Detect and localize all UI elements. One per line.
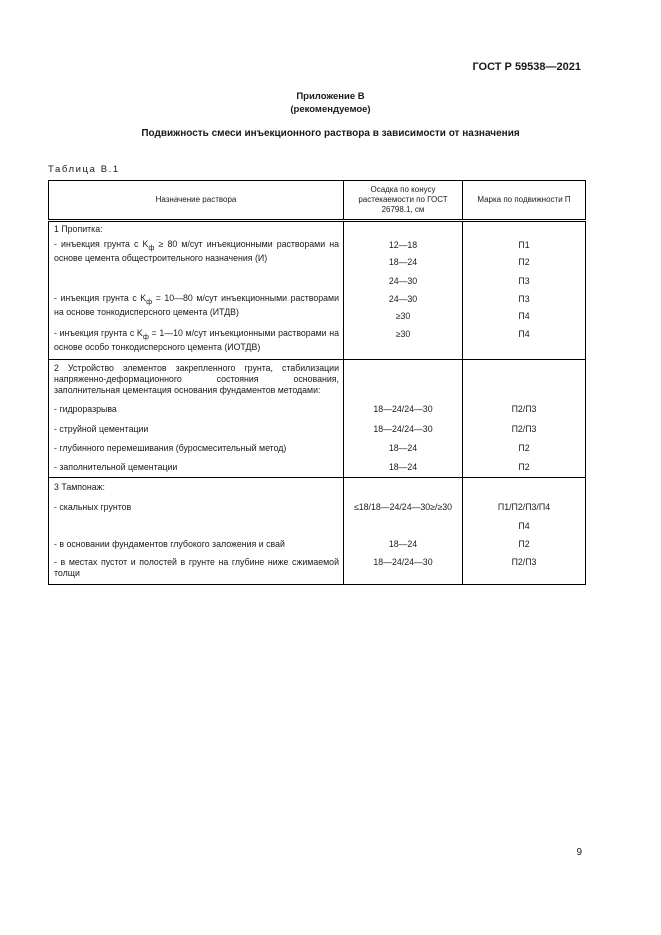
slump-value: ≤18/18—24/24—30≥/≥30 <box>344 497 463 536</box>
row-description: - глубинного перемешивания (буросмесительный метод) <box>49 440 344 459</box>
appendix-status: (рекомендуемое) <box>290 104 371 115</box>
grade-value: П4 <box>463 326 586 359</box>
slump-value: 18—24 <box>344 459 463 478</box>
grade-value: П2/П3 <box>463 554 586 585</box>
slump-value: 18—24 <box>344 440 463 459</box>
table-row <box>49 459 586 478</box>
table-label: Таблица В.1 <box>48 164 120 175</box>
section-title: 3 Тампонаж: <box>49 477 344 497</box>
grade-values: П1 П2 П3 <box>463 237 586 291</box>
row-description: - скальных грунтов <box>49 497 344 536</box>
slump-values: 24—30 ≥30 <box>344 291 463 326</box>
row-description: - в местах пустот и полостей в грунте на глубине ниже сжимаемой толщи <box>49 554 344 585</box>
slump-value: 18—24 <box>344 536 463 554</box>
table-row <box>49 421 586 440</box>
table-row <box>49 497 586 536</box>
table-row <box>49 477 586 497</box>
section-title: 2 Устройство элементов закрепленного грунта, стабилизации напряженно-деформационного состояния основания, заполнительная цементация основания фундаментов методами: <box>49 359 344 401</box>
table-row <box>49 237 586 291</box>
header-slump: Осадка по конусу растекаемости по ГОСТ 26798.1, см <box>344 181 463 221</box>
grade-value: П2 <box>463 536 586 554</box>
grade-value: П2/П3 <box>463 421 586 440</box>
standard-number: ГОСТ Р 59538—2021 <box>472 61 581 73</box>
grade-value: П2/П3 <box>463 401 586 421</box>
row-description: - струйной цементации <box>49 421 344 440</box>
slump-value: 18—24/24—30 <box>344 421 463 440</box>
document-title: Подвижность смеси инъекционного раствора в зависимости от назначения <box>141 128 520 139</box>
table-row <box>49 554 586 585</box>
mobility-table <box>48 180 586 585</box>
grade-values: П1/П2/П3/П4 П4 <box>463 497 586 536</box>
page-number: 9 <box>576 847 582 858</box>
table-row <box>49 401 586 421</box>
section-title: 1 Пропитка: <box>49 221 344 238</box>
slump-value: 18—24/24—30 <box>344 554 463 585</box>
row-description: - инъекция грунта с $K_ф \ge 80$ м/сут инъекционными растворами на основе цемента общестроительного назначения (И) <box>49 237 344 291</box>
table-row <box>49 440 586 459</box>
table-row <box>49 359 586 401</box>
appendix-title: Приложение В <box>296 91 365 102</box>
appendix-header <box>0 90 661 116</box>
grade-values: П3 П4 <box>463 291 586 326</box>
table-row <box>49 326 586 359</box>
header-purpose: Назначение раствора <box>49 181 344 221</box>
slump-value: ≥30 <box>344 326 463 359</box>
row-description: - заполнительной цементации <box>49 459 344 478</box>
table-row <box>49 221 586 238</box>
table-row <box>49 291 586 326</box>
grade-value: П2 <box>463 440 586 459</box>
table-header-row <box>49 181 586 221</box>
row-description: - в основании фундаментов глубокого заложения и свай <box>49 536 344 554</box>
grade-value: П2 <box>463 459 586 478</box>
table-row <box>49 536 586 554</box>
slump-value: 18—24/24—30 <box>344 401 463 421</box>
header-grade: Марка по подвижности П <box>463 181 586 221</box>
row-description: - гидроразрыва <box>49 401 344 421</box>
slump-values: 12—18 18—24 24—30 <box>344 237 463 291</box>
row-description: - инъекция грунта с $K_ф$ = 10—80 м/сут инъекционными растворами на основе тонкодисперсного цемента (ИТДВ) <box>49 291 344 326</box>
row-description: - инъекция грунта с $K_ф$ = 1—10 м/сут инъекционными растворами на основе особо тонкодисперсного цемента (ИОТДВ) <box>49 326 344 359</box>
